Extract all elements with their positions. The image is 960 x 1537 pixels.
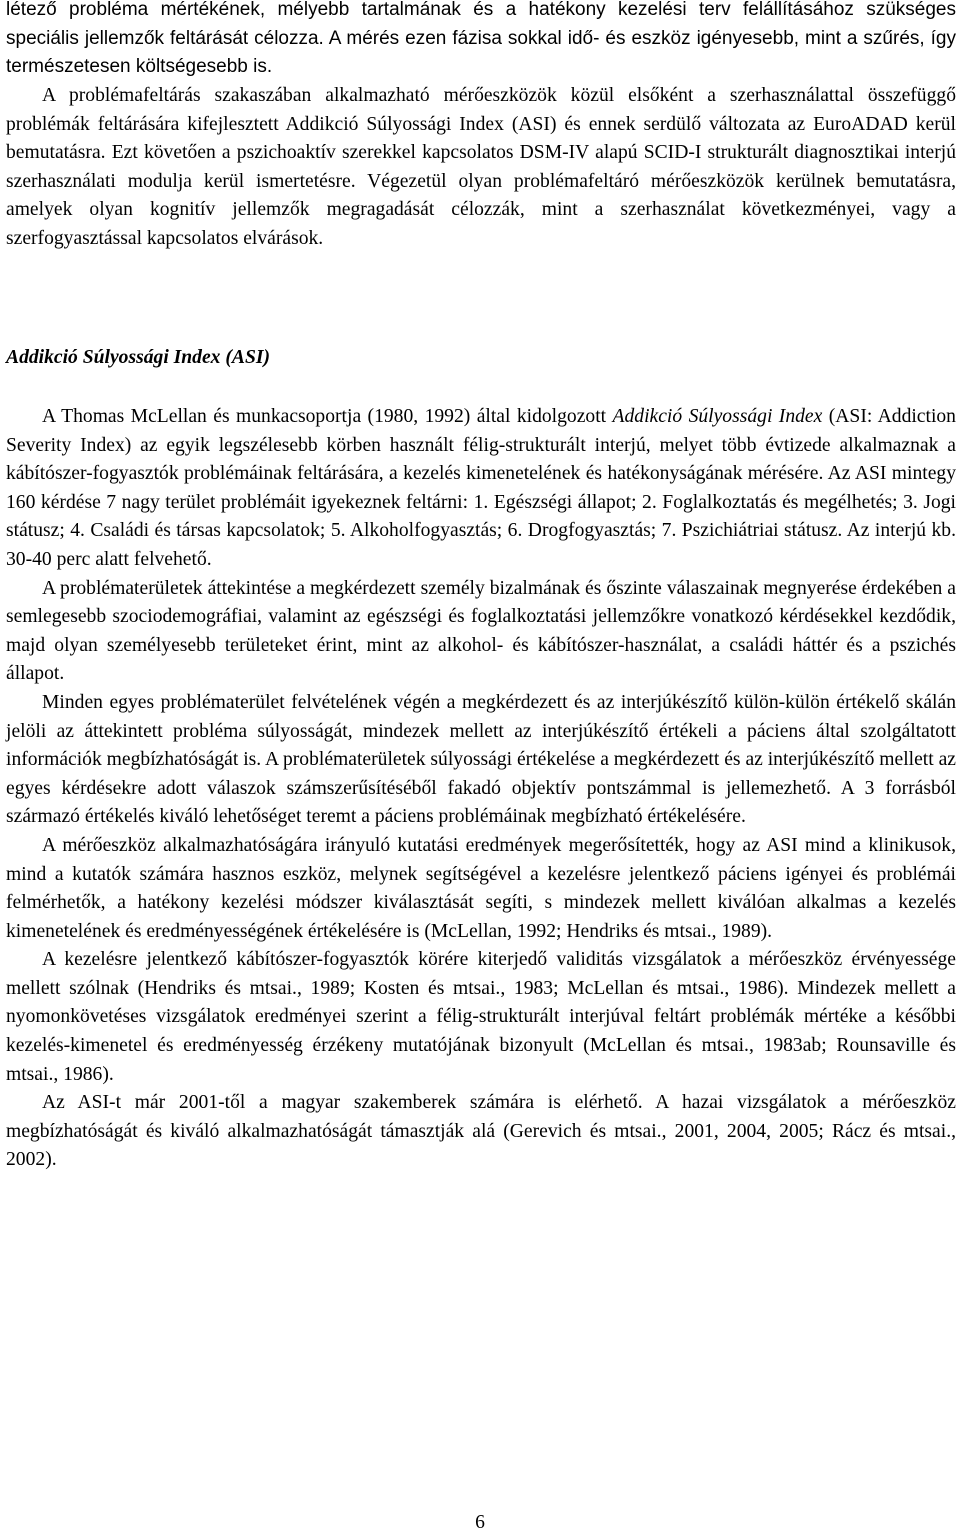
intro-paragraph-1 [6,0,956,82]
section-paragraph-1-start: A Thomas McLellan és munkacsoportja (1980, 1992) által kidolgozott [42,406,613,427]
section-paragraph-4: A mérőeszköz alkalmazhatóságára irányuló kutatási eredmények megerősítették, hogy az ASI mind a klinikusok, mind a kutatók számára hasznos eszköz, melynek segítségével a kezelésre jelentkező páciens igényei és problémái felmérhetők, a hatékony kezelési módszer kiválasztását segíti, s mindezek mellett kiválóan alkalmas a kezelés kimenetelének és eredményességének értékelésére is (McLellan, 1992; Hendriks és mtsai., 1989). [6,834,956,942]
section-paragraph-5: A kezelésre jelentkező kábítószer-fogyasztók körére kiterjedő validitás vizsgálatok a mérőeszköz érvényessége mellett szólnak (Hendriks és mtsai., 1989; Kosten és mtsai., 1983; McLellan és mtsai., 1986). Mindezek mellett a nyomonkövetéses vizsgálatok eredményei szerint a félig-strukturált interjúval feltárt problémák mértéke a későbbi kezelés-kimenetel és eredményesség érzékeny mutatójának bizonyult (McLellan és mtsai., 1983ab; Rounsaville és mtsai., 1986). [6,949,956,1085]
section-paragraph-6: Az ASI-t már 2001-től a magyar szakemberek számára is elérhető. A hazai vizsgálatok a mérőeszköz megbízhatóságát és kiváló alkalmazhatóságát támasztják alá (Gerevich és mtsai., 2001, 2004, 2005; Rácz és mtsai., 2002). [6,1092,956,1171]
section-paragraph-1-italic-term: Addikció Súlyossági Index [612,406,823,427]
intro-paragraph-1-text: létező probléma mértékének, mélyebb tartalmának és a hatékony kezelési terv felállításához szükséges speciális jellemzők feltárását célozza. A mérés ezen fázisa sokkal idő- és eszköz igényesebb, mint a szűrés, így természetesen költségesebb is. [6,0,956,78]
section-paragraph-1-end: (ASI: Addiction Severity Index) az egyik legszélesebb körben használt félig-strukturált interjú, melyet több évtizede alkalmaznak a kábítószer-fogyasztók problémáinak feltárására, a kezelés kimenetelének és hatékonyságának mérésére. Az ASI mintegy 160 kérdése 7 nagy terület problémáit igyekeznek feltárni: 1. Egészségi állapot; 2. Foglalkoztatás és megélhetés; 3. Jogi státusz; 4. Családi és társas kapcsolatok; 5. Alkoholfogyasztás; 6. Drogfogyasztás; 7. Pszichiátriai státusz. Az interjú kb. 30-40 perc alatt felvehető. [6,406,956,570]
section-paragraph-1 [6,403,956,575]
section-heading: Addikció Súlyossági Index (ASI) [6,347,271,368]
intro-paragraph-2 [6,82,956,254]
section-paragraph-3: Minden egyes problématerület felvételének végén a megkérdezett és az interjúkészítő külön-külön értékelő skálán jelöli az áttekintett probléma súlyosságát, mindezek mellett az interjúkészítő értékeli a páciens által szolgáltatott információk megbízhatóságát is. A problématerületek súlyossági értékelése a megkérdezett és az interjúkészítő mellett az egyes kérdésekre adott válaszok számszerűsítéséből fakadó objektív pontszámmal is jellemezhető. A 3 forrásból származó értékelés kiváló lehetőséget teremt a páciens problémáinak megbízható értékelésére. [6,691,956,828]
page-number: 6 [475,1512,485,1533]
intro-paragraph-2-text: A problémafeltárás szakaszában alkalmazható mérőeszközök közül elsőként a szerhasználattal összefüggő problémák feltárására kifejlesztett Addikció Súlyossági Index (ASI) és ennek serdülő változata az EuroADAD kerül bemutatásra. Ezt követően a pszichoaktív szerekkel kapcsolatos DSM-IV alapú SCID-I strukturált diagnosztikai interjú szerhasználati modulja kerül ismertetésre. Végezetül olyan problémafeltáró mérőeszközök kerülnek bemutatásra, amelyek olyan kognitív jellemzők megragadását célozzák, mint a szerhasználat következményei, vagy a szerfogyasztással kapcsolatos elvárások. [6,85,956,249]
section-paragraph-2: A problématerületek áttekintése a megkérdezett személy bizalmának és őszinte válaszainak megnyerése érdekében a semlegesebb szociodemográfiai, valamint az egészségi és foglalkoztatási jellemzőkre vonatkozó kérdésekkel kezdődik, majd olyan személyesebb területeket érint, mint az alkohol- és kábítószer-használat, a családi háttér és a pszichés állapot. [6,577,956,685]
section-body [6,403,956,1175]
